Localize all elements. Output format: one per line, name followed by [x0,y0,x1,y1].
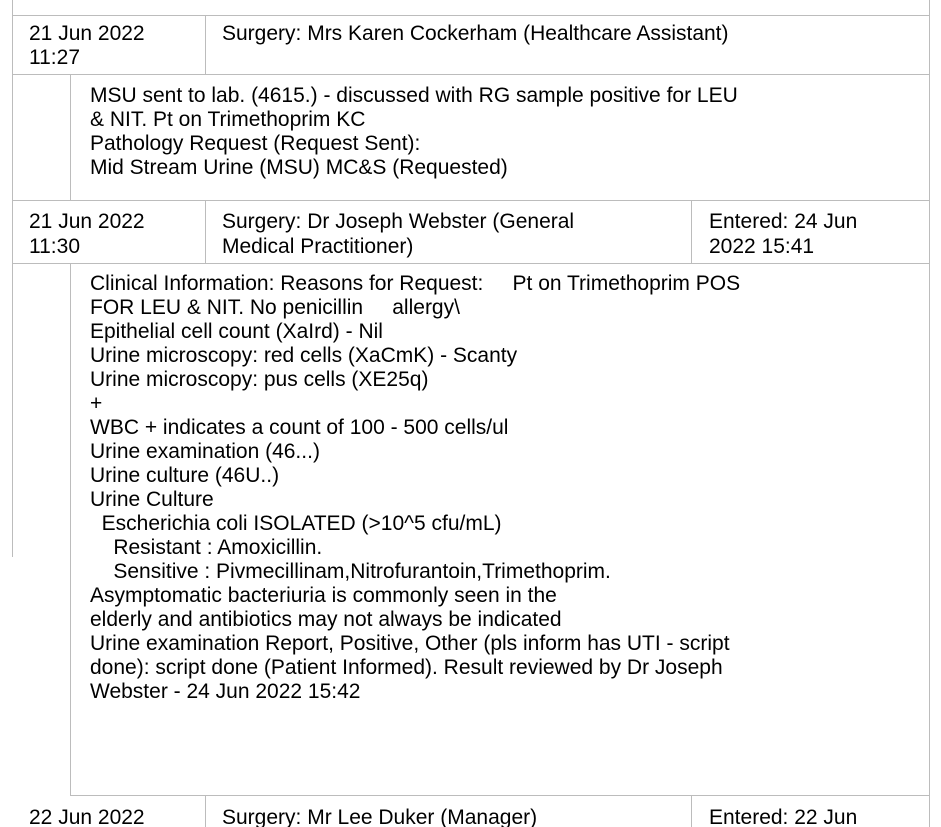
entry2-body-line: Resistant : Amoxicillin. [90,536,323,559]
entry2-body-line: FOR LEU & NIT. No penicillin allergy\ [90,296,460,319]
entry2-date: 21 Jun 2022 [29,210,145,233]
entry2-body-line: WBC + indicates a count of 100 - 500 cells/ul [90,416,509,439]
entry2-body-indent [70,263,71,796]
entry2-body-line: + [90,392,103,415]
entry2-entered-line1: Entered: 24 Jun [709,210,858,233]
entry2-time: 11:30 [29,235,80,258]
entry2-body-line: elderly and antibiotics may not always be indicated [90,608,562,631]
top-border-left [12,0,13,16]
entry2-body [90,272,740,704]
entry2-entered-line2: 2022 15:41 [709,235,815,258]
top-border-right [929,0,930,16]
entry2-header-col2 [691,200,692,264]
entry1-header-bottom [12,74,930,75]
entry2-body-line: Urine microscopy: pus cells (XE25q) [90,368,429,391]
entry3-entered: Entered: 22 Jun [709,806,858,827]
entry1-header-left [12,15,13,75]
entry2-header-col1 [205,200,206,264]
entry3-date: 22 Jun 2022 [29,806,145,827]
entry2-body-line: Epithelial cell count (XaIrd) - Nil [90,320,383,343]
entry1-header-col [205,15,206,75]
entry3-author: Surgery: Mr Lee Duker (Manager) [222,806,538,827]
divider-top [12,15,930,16]
entry2-body-line: Sensitive : Pivmecillinam,Nitrofurantoin,Trimethoprim. [90,560,611,583]
entry2-body-line: Urine examination (46...) [90,440,320,463]
entry1-date: 21 Jun 2022 [29,22,145,45]
entry2-body-line: Urine microscopy: red cells (XaCmK) - Scanty [90,344,518,367]
entry2-body-line: Escherichia coli ISOLATED (>10^5 cfu/mL) [90,512,502,535]
entry2-body-right [929,263,930,796]
entry1-body-line: Pathology Request (Request Sent): [90,132,421,155]
entry1-body-line: MSU sent to lab. (4615.) - discussed with RG sample positive for LEU [90,84,738,107]
entry1-body-bottom [12,200,930,201]
entry1-body-indent [70,74,71,201]
entry2-body-line: Asymptomatic bacteriuria is commonly seen in the [90,584,557,607]
entry2-body-line: Urine culture (46U..) [90,464,280,487]
entry2-body-line: Webster - 24 Jun 2022 15:42 [90,680,361,703]
entry1-header-right [929,15,930,75]
entry1-body-left [12,74,13,201]
entry2-body-line: Urine Culture [90,488,214,511]
entry1-time: 11:27 [29,46,80,69]
entry2-author-line2: Medical Practitioner) [222,235,414,258]
entry2-author-line1: Surgery: Dr Joseph Webster (General [222,210,575,233]
entry2-body-line: Urine examination Report, Positive, Other (pls inform has UTI - script [90,632,730,655]
entry2-body-line: done): script done (Patient Informed). Result reviewed by Dr Joseph [90,656,723,679]
entry2-header-right [929,200,930,264]
entry2-header-bottom [12,263,930,264]
entry1-body-right [929,74,930,201]
entry2-body-left [12,263,13,557]
entry1-body-line: & NIT. Pt on Trimethoprim KC [90,108,366,131]
entry1-body-line: Mid Stream Urine (MSU) MC&S (Requested) [90,156,508,179]
entry1-author: Surgery: Mrs Karen Cockerham (Healthcare Assistant) [222,22,729,45]
entry3-clip [0,796,941,827]
entry1-body [90,84,738,180]
entry2-body-line: Clinical Information: Reasons for Request: Pt on Trimethoprim POS [90,272,741,295]
entry2-header-left [12,200,13,264]
